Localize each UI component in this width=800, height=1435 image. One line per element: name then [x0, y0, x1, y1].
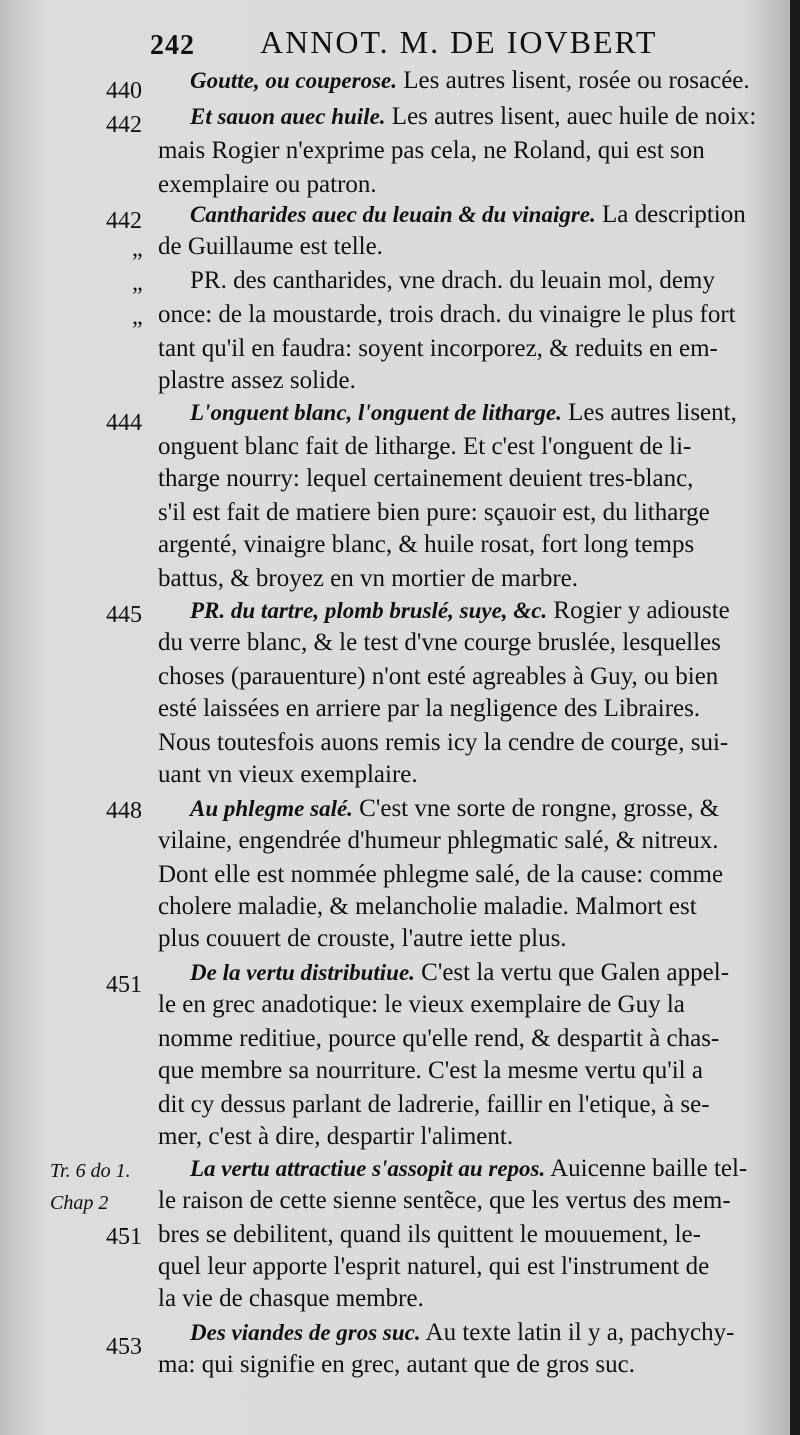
text-line: argenté, vinaigre blanc, & huile rosat, fort long temps: [158, 531, 695, 558]
quote-mark: „: [132, 304, 143, 330]
entry-text: La description: [602, 201, 746, 228]
text-line: [158, 594, 768, 628]
entry-lemma: L'onguent blanc, l'onguent de litharge.: [190, 400, 562, 425]
text-line: la vie de chasque membre.: [158, 1285, 424, 1312]
entry-text: Auicenne baille tel-: [550, 1155, 748, 1182]
entry-text: Rogier y adiouste: [553, 597, 730, 624]
text-line: Nous toutesfois auons remis icy la cendre de courge, sui-: [158, 729, 729, 756]
text-line: quel leur apporte l'esprit naturel, qui est l'instrument de: [158, 1253, 710, 1280]
text-line: [158, 956, 768, 990]
running-title: ANNOT. M. DE IOVBERT: [260, 24, 658, 60]
text-line: [158, 792, 768, 826]
margin-note: Chap 2: [50, 1192, 109, 1214]
entry-lemma: La vertu attractiue s'assopit au repos.: [190, 1156, 546, 1181]
text-line: onguent blanc fait de litharge. Et c'est l'onguent de li-: [158, 433, 692, 460]
text-line: [158, 396, 768, 430]
text-line: PR. des cantharides, vne drach. du leuain mol, demy: [190, 267, 715, 294]
entry-text: Les autres lisent,: [568, 399, 737, 426]
entry-lemma: Au phlegme salé.: [190, 796, 353, 821]
text-line: de Guillaume est telle.: [158, 233, 383, 260]
entry-number: 445: [106, 602, 142, 628]
text-line: tant qu'il en faudra: soyent incorporez, & reduits en em-: [158, 335, 718, 362]
text-line: vilaine, engendrée d'humeur phlegmatic salé, & nitreux.: [158, 827, 719, 854]
entry-number: 448: [106, 798, 142, 824]
text-line: [158, 64, 768, 98]
entry-text: Au texte latin il y a, pachychy-: [425, 1319, 735, 1346]
text-line: du verre blanc, & le test d'vne courge bruslée, lesquelles: [158, 629, 721, 656]
entry-lemma: Goutte, ou couperose.: [190, 68, 397, 93]
text-line: bres se debilitent, quand ils quittent le mouuement, le-: [158, 1221, 701, 1248]
text-line: dit cy dessus parlant de ladrerie, faillir en l'etique, à se-: [158, 1091, 710, 1118]
page-number: 242: [150, 30, 195, 61]
text-line: le raison de cette sienne sentẽce, que les vertus des mem-: [158, 1187, 731, 1214]
entry-number: 444: [106, 410, 142, 436]
entry-text: C'est la vertu que Galen appel-: [421, 959, 730, 986]
text-line: que membre sa nourriture. C'est la mesme vertu qu'il a: [158, 1057, 703, 1084]
text-line: [158, 1316, 768, 1350]
entry-number: 442: [106, 208, 142, 234]
text-line: once: de la moustarde, trois drach. du vinaigre le plus fort: [158, 301, 736, 328]
entry-text: C'est vne sorte de rongne, grosse, &: [359, 795, 720, 822]
entry-number: 442: [106, 112, 142, 138]
entry-lemma: Des viandes de gros suc.: [190, 1320, 421, 1345]
page-header: [150, 18, 770, 64]
page-edge: [790, 0, 800, 1435]
text-line: uant vn vieux exemplaire.: [158, 761, 418, 788]
entry-number: 440: [106, 78, 142, 104]
text-line: plus couuert de crouste, l'autre iette plus.: [158, 925, 567, 952]
text-line: [158, 1152, 768, 1186]
text-line: s'il est fait de matiere bien pure: sçauoir est, du litharge: [158, 499, 710, 526]
entry-number: 453: [106, 1334, 142, 1360]
quote-mark: „: [132, 270, 143, 296]
text-line: Dont elle est nommée phlegme salé, de la cause: comme: [158, 861, 724, 888]
entry-lemma: Et sauon auec huile.: [190, 104, 386, 129]
text-line: tharge nourry: lequel certainement deuient tres-blanc,: [158, 465, 694, 492]
text-line: plastre assez solide.: [158, 367, 356, 394]
text-line: esté laissées en arriere par la negligence des Libraires.: [158, 695, 701, 722]
text-line: battus, & broyez en vn mortier de marbre.: [158, 565, 578, 592]
text-line: cholere maladie, & melancholie maladie. Malmort est: [158, 893, 697, 920]
entry-number: 451: [106, 972, 142, 998]
text-line: nomme reditiue, pource qu'elle rend, & despartit à chas-: [158, 1025, 720, 1052]
text-line: mer, c'est à dire, despartir l'aliment.: [158, 1123, 514, 1150]
entry-lemma: Cantharides auec du leuain & du vinaigre.: [190, 202, 596, 227]
text-line: [158, 198, 768, 232]
entry-lemma: PR. du tartre, plomb bruslé, suye, &c.: [190, 598, 548, 623]
text-line: exemplaire ou patron.: [158, 171, 377, 198]
entry-text: Les autres lisent, auec huile de noix:: [391, 103, 757, 130]
entry-number: 451: [106, 1224, 142, 1250]
entry-lemma: De la vertu distributiue.: [190, 960, 415, 985]
text-line: mais Rogier n'exprime pas cela, ne Roland, qui est son: [158, 137, 705, 164]
entry-text: Les autres lisent, rosée ou rosacée.: [403, 67, 750, 94]
text-line: ma: qui signifie en grec, autant que de gros suc.: [158, 1351, 635, 1378]
margin-note: Tr. 6 do 1.: [50, 1160, 131, 1182]
text-line: choses (parauenture) n'ont esté agreables à Guy, ou bien: [158, 663, 719, 690]
text-line: le en grec anadotique: le vieux exemplaire de Guy la: [158, 991, 685, 1018]
quote-mark: „: [132, 236, 143, 262]
text-line: [158, 100, 768, 134]
